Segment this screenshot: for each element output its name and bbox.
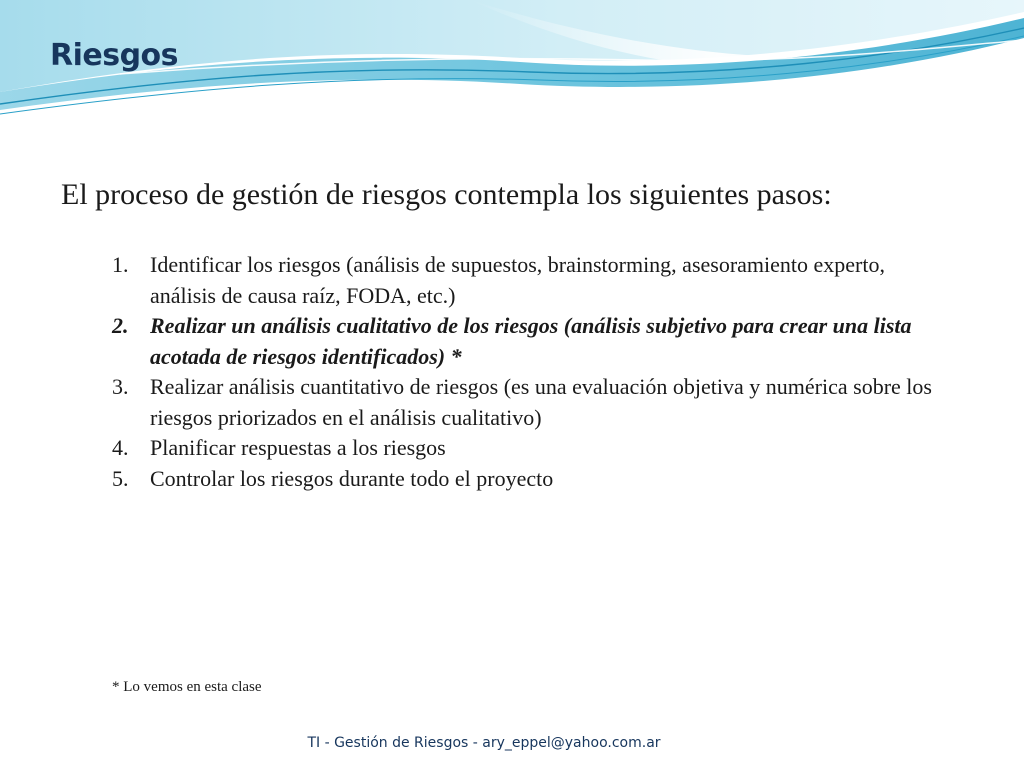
- step-item: [112, 433, 950, 464]
- step-text: Planificar respuestas a los riesgos: [150, 435, 446, 460]
- step-text: Controlar los riesgos durante todo el proyecto: [150, 465, 554, 491]
- step-text: Realizar un análisis cualitativo de los riesgos (análisis subjetivo para crear una lista acotada de riesgos identificados) *: [150, 313, 912, 369]
- slide-title: Riesgos: [50, 38, 179, 73]
- step-number: 4.: [112, 435, 129, 460]
- step-item: [112, 464, 950, 495]
- step-number: 2.: [112, 313, 129, 338]
- step-item-highlighted: [112, 311, 950, 372]
- step-number: 3.: [112, 374, 129, 399]
- steps-list: [112, 250, 950, 494]
- step-text: Realizar análisis cuantitativo de riesgos (es una evaluación objetiva y numérica sobre los riesgos priorizados en el análisis cualitativo): [150, 374, 932, 430]
- slide-footer: TI - Gestión de Riesgos - ary_eppel@yahoo.com.ar: [307, 735, 661, 751]
- footnote: * Lo vemos en esta clase: [112, 679, 262, 695]
- step-item: [112, 250, 950, 311]
- intro-text: El proceso de gestión de riesgos contempla los siguientes pasos:: [61, 178, 832, 211]
- step-number: 1.: [112, 252, 129, 277]
- step-item: [112, 372, 950, 433]
- step-number: 5.: [112, 465, 129, 491]
- step-text: Identificar los riesgos (análisis de supuestos, brainstorming, asesoramiento experto, análisis de causa raíz, FODA, etc.): [150, 252, 885, 308]
